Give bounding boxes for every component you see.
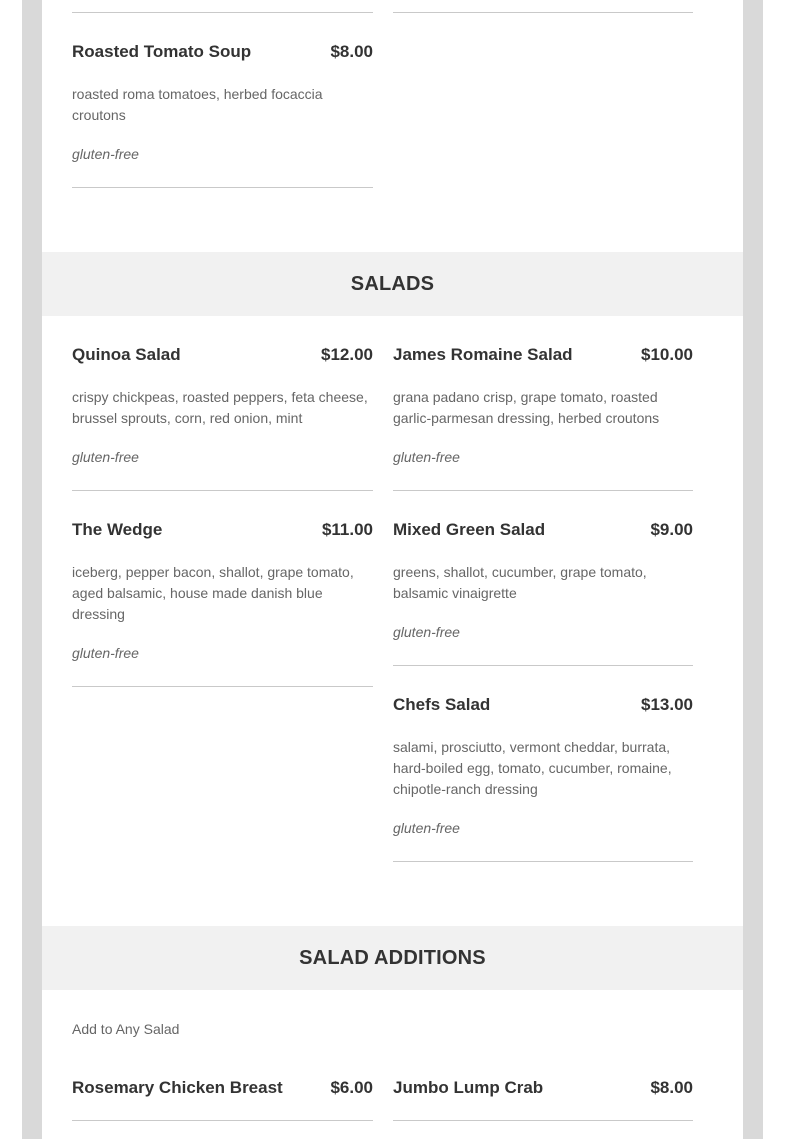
item-price: $11.00 <box>321 520 373 539</box>
menu-page <box>42 0 743 1139</box>
menu-item-mixed-green-salad[interactable] <box>393 520 693 666</box>
menu-item-chefs-salad[interactable] <box>393 695 693 862</box>
item-description: roasted roma tomatoes, herbed focaccia croutons <box>72 86 323 123</box>
item-name: Rosemary Chicken Breast <box>72 1078 283 1097</box>
menu-item-rosemary-chicken-breast[interactable] <box>72 1078 373 1121</box>
item-price: $9.00 <box>650 520 693 539</box>
divider <box>72 12 373 13</box>
item-price: $10.00 <box>641 345 693 364</box>
dietary-tag: gluten-free <box>393 820 460 836</box>
menu-item-quinoa-salad[interactable] <box>72 345 373 491</box>
menu-item-jumbo-lump-crab[interactable] <box>393 1078 693 1121</box>
item-description: greens, shallot, cucumber, grape tomato, balsamic vinaigrette <box>393 564 647 601</box>
section-title: SALADS <box>350 272 435 295</box>
item-name: Roasted Tomato Soup <box>72 42 252 61</box>
item-description: grana padano crisp, grape tomato, roasted garlic-parmesan dressing, herbed croutons <box>393 389 660 426</box>
section-header-salads <box>42 252 743 316</box>
item-description: iceberg, pepper bacon, shallot, grape tomato, aged balsamic, house made danish blue dressing <box>72 564 354 622</box>
item-name: Quinoa Salad <box>72 345 181 364</box>
page-frame <box>22 0 763 1139</box>
dietary-tag: gluten-free <box>393 449 460 465</box>
item-name: The Wedge <box>72 520 163 539</box>
dietary-tag: gluten-free <box>72 146 139 162</box>
item-name: James Romaine Salad <box>393 345 573 364</box>
item-price: $8.00 <box>650 1078 693 1097</box>
section-header-salad-additions <box>42 926 743 990</box>
dietary-tag: gluten-free <box>393 624 460 640</box>
item-name: Chefs Salad <box>393 695 491 714</box>
divider <box>393 12 693 13</box>
item-description: salami, prosciutto, vermont cheddar, burrata, hard-boiled egg, tomato, cucumber, romaine, chipotle-ranch dressing <box>393 739 672 797</box>
section-note: Add to Any Salad <box>72 1021 180 1037</box>
item-description: crispy chickpeas, roasted peppers, feta cheese, brussel sprouts, corn, red onion, mint <box>72 389 368 426</box>
menu-item-james-romaine-salad[interactable] <box>393 345 693 491</box>
item-name: Jumbo Lump Crab <box>393 1078 544 1097</box>
dietary-tag: gluten-free <box>72 449 139 465</box>
item-price: $12.00 <box>321 345 373 364</box>
menu-item-roasted-tomato-soup[interactable] <box>72 42 373 188</box>
item-price: $8.00 <box>330 42 373 61</box>
dietary-tag: gluten-free <box>72 645 139 661</box>
menu-item-the-wedge[interactable] <box>72 520 373 687</box>
item-name: Mixed Green Salad <box>393 520 546 539</box>
item-price: $13.00 <box>641 695 693 714</box>
section-title: SALAD ADDITIONS <box>299 946 486 969</box>
item-price: $6.00 <box>330 1078 373 1097</box>
